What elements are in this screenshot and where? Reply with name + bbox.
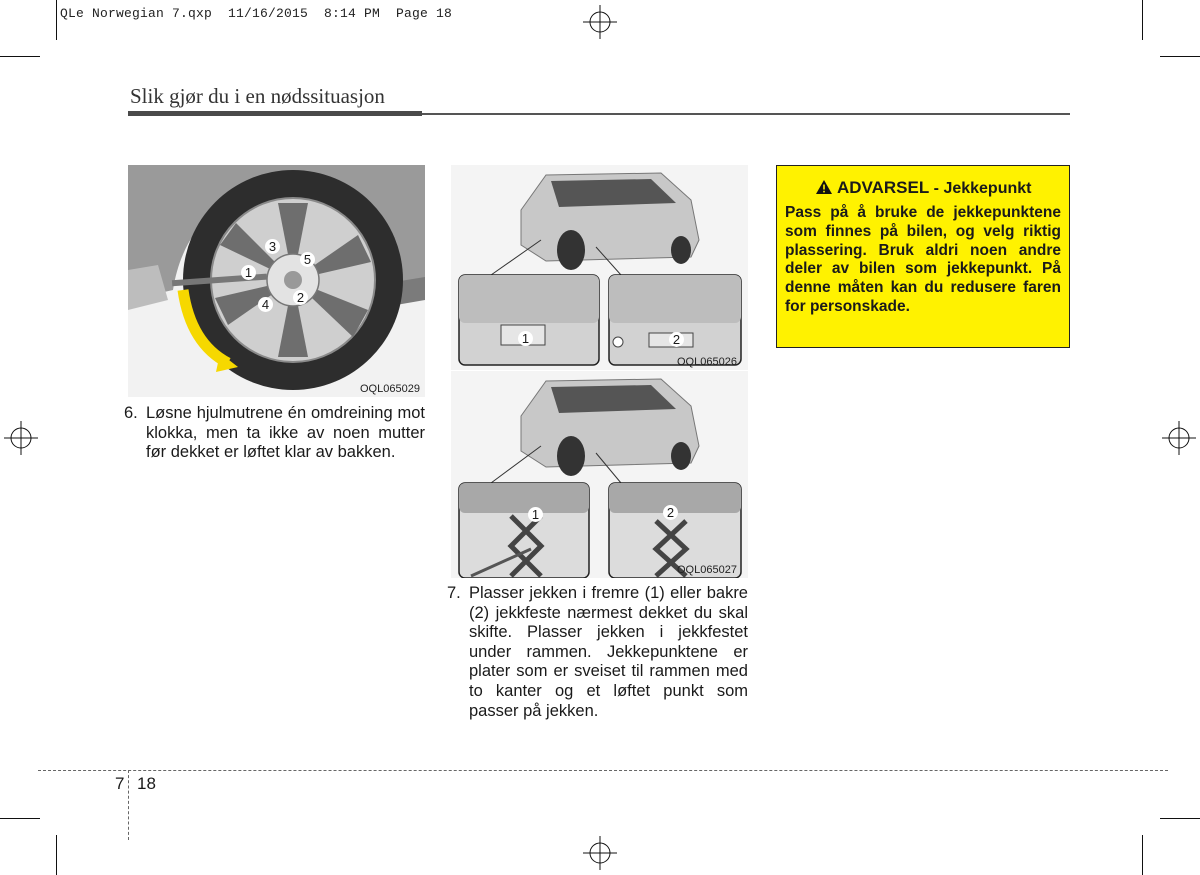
- figure-code: OQL065029: [360, 383, 420, 395]
- trim-mark: [0, 818, 40, 819]
- warning-triangle-icon: [815, 179, 833, 195]
- registration-mark-icon: [583, 5, 617, 39]
- step-number: 7.: [447, 584, 461, 602]
- callout-label: 1: [528, 507, 543, 522]
- callout-label: 3: [265, 239, 280, 254]
- callout-label: 1: [241, 265, 256, 280]
- footer-divider: [128, 770, 129, 840]
- step-7: [447, 584, 748, 721]
- step-number: 6.: [124, 404, 138, 422]
- page-number: 18: [137, 774, 156, 793]
- figure-code: OQL065026: [677, 356, 737, 368]
- figure-code: OQL065027: [677, 564, 737, 576]
- step-text: Løsne hjulmutrene én omdreining mot klokka, men ta ikke av noen mutter før dekket er løftet klar av bakken.: [146, 404, 425, 462]
- callout-label: 1: [518, 331, 533, 346]
- trim-mark: [1160, 56, 1200, 57]
- registration-mark-icon: [4, 421, 38, 455]
- footer-rule: [38, 770, 1168, 771]
- jack-points-figure: [451, 165, 748, 370]
- step-text: Plasser jekken i fremre (1) eller bakre (2) jekkfeste nærmest dekket du skal skifte. Plasser jekken i jekkfestet under rammen. Jekkepunktene er plater som er sveiset til rammen med to kanter og et løftet punkt som passer på jekken.: [469, 584, 748, 720]
- warning-text: Pass på å bruke de jekkepunktene som finnes på bilen, og velg riktig plassering. Bruk aldri noen andre deler av bilen som jekkepunkt. På denne måten kan du redusere faren for personskade.: [785, 204, 1061, 315]
- callout-label: 5: [300, 252, 315, 267]
- trim-mark: [0, 56, 40, 57]
- print-slug: QLe Norwegian 7.qxp 11/16/2015 8:14 PM Page 18: [60, 6, 453, 21]
- warning-separator: -: [933, 180, 939, 197]
- callout-label: 2: [663, 505, 678, 520]
- wheel-nut-figure: [128, 165, 425, 397]
- trim-mark: [1142, 0, 1143, 40]
- section-title: Slik gjør du i en nødssituasjon: [130, 84, 385, 108]
- warning-subject: Jekkepunkt: [943, 180, 1032, 197]
- warning-box: [776, 165, 1070, 348]
- chapter-number: 7: [115, 774, 125, 793]
- trim-mark: [1160, 818, 1200, 819]
- jack-placement-figure: [451, 371, 748, 578]
- header-rule: [128, 111, 422, 116]
- registration-mark-icon: [1162, 421, 1196, 455]
- registration-mark-icon: [583, 836, 617, 870]
- trim-mark: [56, 0, 57, 40]
- step-6: [124, 404, 425, 463]
- trim-mark: [1142, 835, 1143, 875]
- warning-title: [777, 178, 1069, 198]
- warning-label: ADVARSEL: [836, 178, 930, 197]
- trim-mark: [56, 835, 57, 875]
- callout-label: 4: [258, 297, 273, 312]
- header-rule: [422, 113, 1070, 115]
- callout-label: 2: [293, 290, 308, 305]
- callout-label: 2: [669, 332, 684, 347]
